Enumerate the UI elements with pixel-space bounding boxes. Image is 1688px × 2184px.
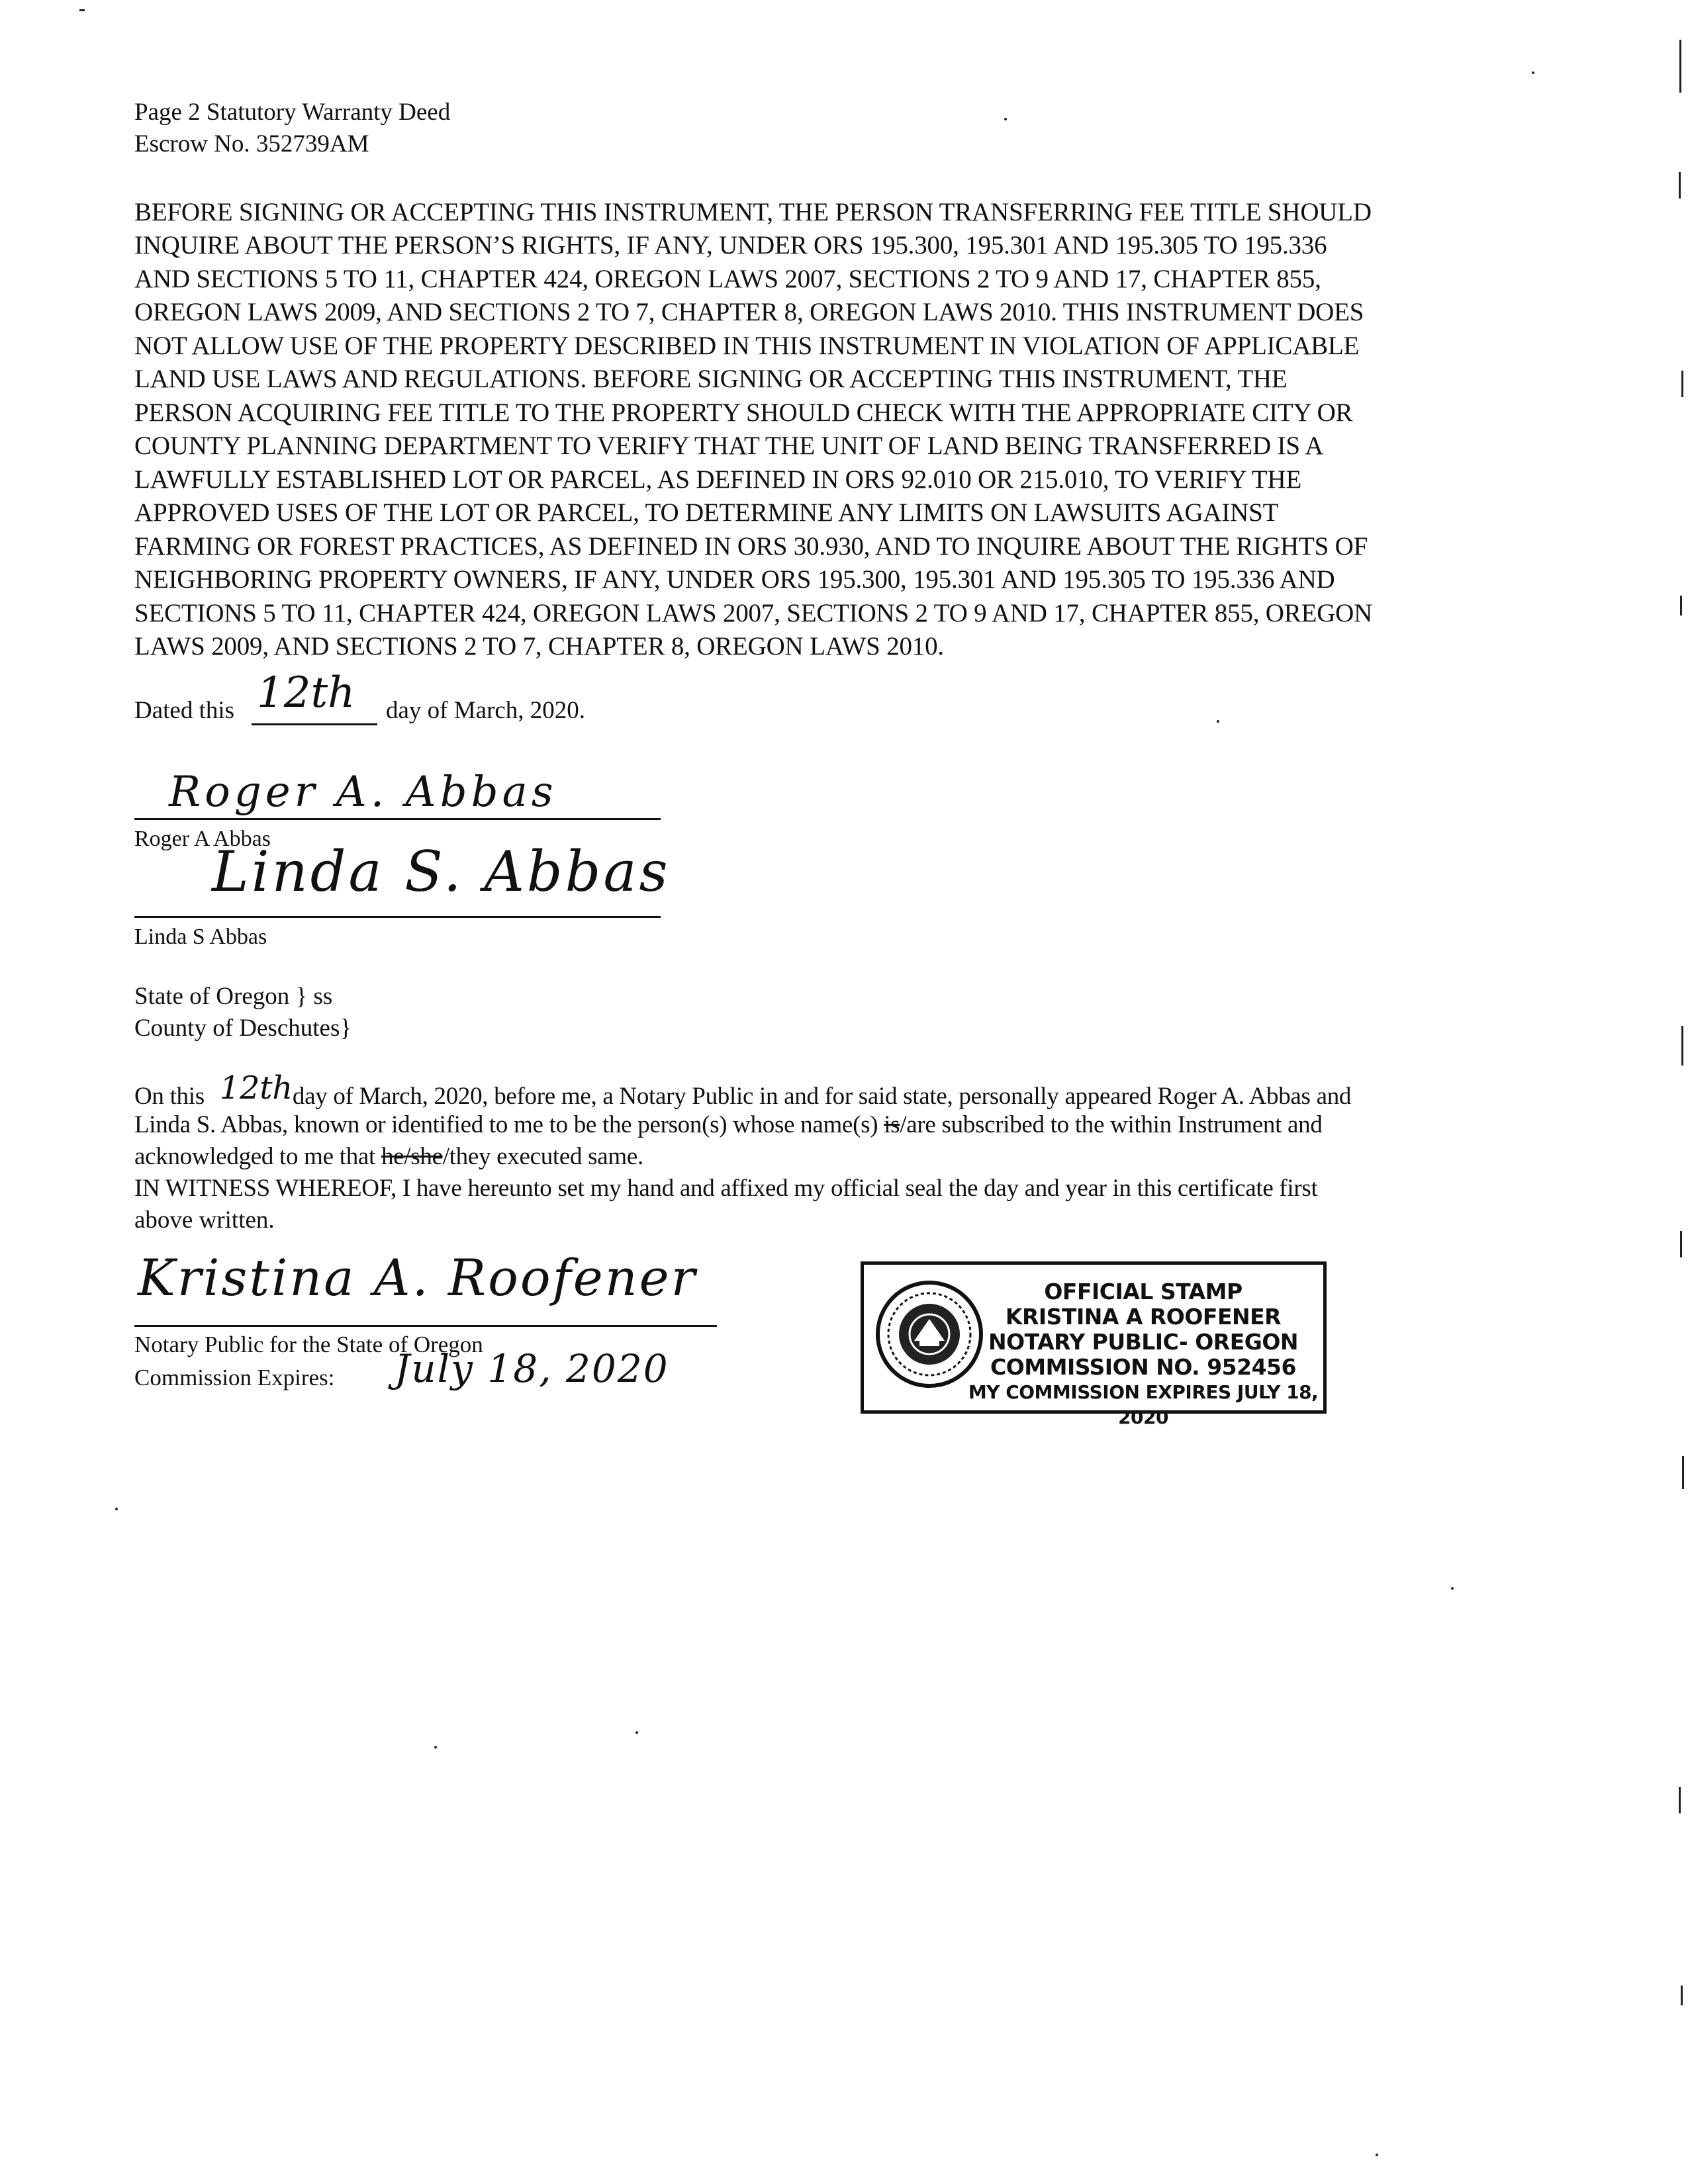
signer1-name: Roger A Abbas xyxy=(134,827,271,851)
header-title: Page 2 Statutory Warranty Deed xyxy=(134,99,451,126)
notice-line: NEIGHBORING PROPERTY OWNERS, IF ANY, UNDER ORS 195.300, 195.301 AND 195.305 TO 195.336 AND xyxy=(134,565,1335,594)
ack-line-3-suffix: /they executed same. xyxy=(442,1143,643,1170)
notice-line: NOT ALLOW USE OF THE PROPERTY DESCRIBED IN THIS INSTRUMENT IN VIOLATION OF APPLICABLE xyxy=(134,332,1360,360)
notice-line: APPROVED USES OF THE LOT OR PARCEL, TO DETERMINE ANY LIMITS ON LAWSUITS AGAINST xyxy=(134,498,1279,527)
ack-struck-pronoun: he/she xyxy=(381,1143,443,1170)
stamp-line-4: COMMISSION NO. 952456 xyxy=(990,1354,1296,1380)
signer1-signature: Roger A. Abbas xyxy=(169,768,557,817)
ack-line-2-suffix: /are subscribed to the within Instrument and xyxy=(900,1111,1323,1138)
stamp-line-3: NOTARY PUBLIC- OREGON xyxy=(988,1329,1299,1355)
ack-day-prefix: On this xyxy=(134,1083,205,1110)
commission-expires-label: Commission Expires: xyxy=(134,1365,335,1390)
venue-state: State of Oregon } ss xyxy=(134,983,333,1010)
notice-line: SECTIONS 5 TO 11, CHAPTER 424, OREGON LAWS 2007, SECTIONS 2 TO 9 AND 17, CHAPTER 855, OREGON xyxy=(134,599,1373,627)
ack-day-handwritten: 12th xyxy=(219,1069,293,1107)
ack-line-2-prefix: Linda S. Abbas, known or identified to me to be the person(s) whose name(s) xyxy=(134,1111,878,1138)
signer2-name: Linda S Abbas xyxy=(134,925,267,949)
notice-line: INQUIRE ABOUT THE PERSON’S RIGHTS, IF ANY, UNDER ORS 195.300, 195.301 AND 195.305 TO 195.336 xyxy=(134,231,1327,259)
ack-line-4: IN WITNESS WHEREOF, I have hereunto set my hand and affixed my official seal the day and year in this certificate first xyxy=(134,1175,1318,1202)
notice-line: LAWS 2009, AND SECTIONS 2 TO 7, CHAPTER 8, OREGON LAWS 2010. xyxy=(134,632,944,660)
escrow-number: Escrow No. 352739AM xyxy=(134,130,369,158)
ack-day-suffix: day of March, 2020, before me, a Notary Public in and for said state, personally appeared Roger A. Abbas and xyxy=(292,1083,1352,1110)
stamp-line-1: OFFICIAL STAMP xyxy=(1044,1279,1243,1304)
ack-struck-is: is xyxy=(884,1111,900,1138)
notice-line: LAWFULLY ESTABLISHED LOT OR PARCEL, AS DEFINED IN ORS 92.010 OR 215.010, TO VERIFY THE xyxy=(134,465,1302,494)
dated-day-handwritten: 12th xyxy=(257,668,355,717)
notice-line: AND SECTIONS 5 TO 11, CHAPTER 424, OREGON LAWS 2007, SECTIONS 2 TO 9 AND 17, CHAPTER 855, xyxy=(134,265,1321,293)
notice-line: COUNTY PLANNING DEPARTMENT TO VERIFY THAT THE UNIT OF LAND BEING TRANSFERRED IS A xyxy=(134,432,1324,460)
notice-line: OREGON LAWS 2009, AND SECTIONS 2 TO 7, CHAPTER 8, OREGON LAWS 2010. THIS INSTRUMENT DOES xyxy=(134,298,1364,326)
signer2-signature: Linda S. Abbas xyxy=(212,839,671,904)
notary-title: Notary Public for the State of Oregon xyxy=(134,1332,483,1357)
dated-prefix: Dated this xyxy=(134,697,235,724)
notice-line: FARMING OR FOREST PRACTICES, AS DEFINED IN ORS 30.930, AND TO INQUIRE ABOUT THE RIGHTS OF xyxy=(134,532,1368,561)
venue-county: County of Deschutes} xyxy=(134,1015,352,1042)
notice-line: BEFORE SIGNING OR ACCEPTING THIS INSTRUMENT, THE PERSON TRANSFERRING FEE TITLE SHOULD xyxy=(134,198,1372,226)
commission-expires-handwritten: July 18, 2020 xyxy=(395,1346,669,1391)
stamp-line-5: MY COMMISSION EXPIRES JULY 18, 2020 xyxy=(968,1381,1319,1428)
notice-line: PERSON ACQUIRING FEE TITLE TO THE PROPERTY SHOULD CHECK WITH THE APPROPRIATE CITY OR xyxy=(134,398,1353,427)
ack-line-5: above written. xyxy=(134,1206,275,1234)
notice-line: LAND USE LAWS AND REGULATIONS. BEFORE SIGNING OR ACCEPTING THIS INSTRUMENT, THE xyxy=(134,365,1288,393)
stamp-line-2: KRISTINA A ROOFENER xyxy=(1005,1304,1282,1330)
dated-suffix: day of March, 2020. xyxy=(386,697,586,724)
ack-line-3-prefix: acknowledged to me that xyxy=(134,1143,376,1170)
notary-signature: Kristina A. Roofener xyxy=(138,1248,697,1307)
